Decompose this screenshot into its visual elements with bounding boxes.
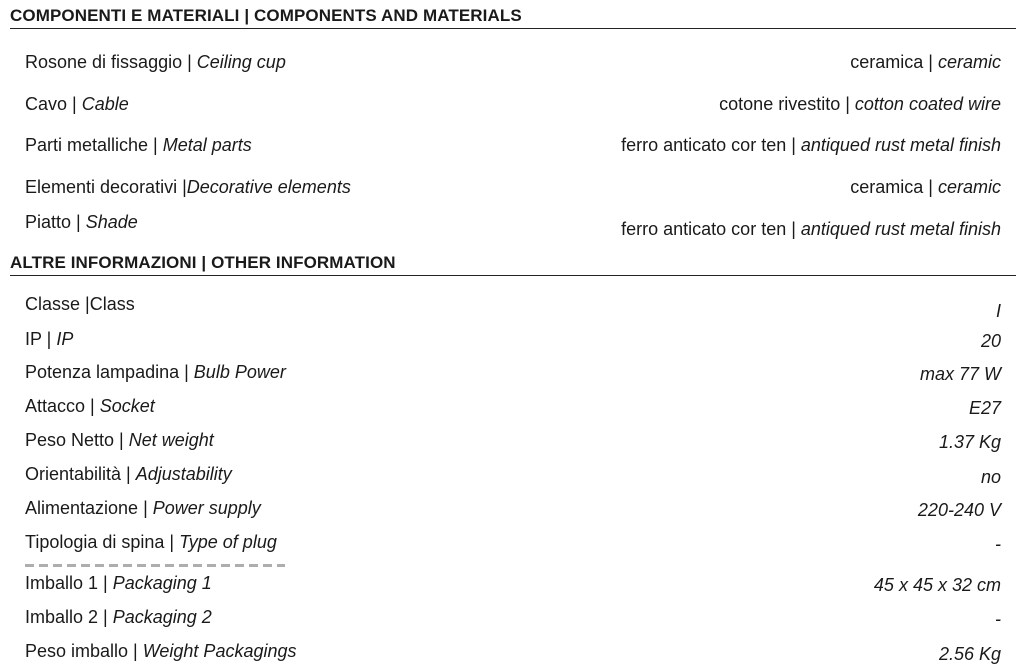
info-row-power-supply xyxy=(25,495,1001,521)
row-label xyxy=(25,604,212,630)
row-label xyxy=(25,132,252,158)
label-it: Peso imballo | xyxy=(25,641,143,661)
value-it: ceramica | xyxy=(850,52,938,72)
row-value: 45 x 45 x 32 cm xyxy=(873,575,1001,595)
label-it: Potenza lampadina | xyxy=(25,362,194,382)
row-label xyxy=(25,427,214,453)
label-it: Imballo 2 | xyxy=(25,607,113,627)
label-en: Decorative elements xyxy=(186,177,351,197)
row-value: - xyxy=(995,609,1001,629)
label-en: IP xyxy=(56,329,74,349)
label-it: Attacco | xyxy=(25,396,100,416)
info-row-packaging-1 xyxy=(25,570,1001,596)
row-value: 20 xyxy=(980,331,1001,351)
component-row-shade xyxy=(25,209,1001,249)
component-row-ceiling-cup xyxy=(25,49,1001,75)
label-it: Piatto | xyxy=(25,212,86,232)
row-value: no xyxy=(980,467,1001,487)
value-en: cotton coated wire xyxy=(854,94,1001,114)
label-it: Peso Netto | xyxy=(25,430,129,450)
value-en: ceramic xyxy=(937,177,1001,197)
label-it: Rosone di fissaggio | xyxy=(25,52,197,72)
component-row-cable xyxy=(25,91,1001,117)
info-row-class xyxy=(25,291,1001,321)
row-value: 2.56 Kg xyxy=(938,644,1001,664)
label-en: Net weight xyxy=(128,430,214,450)
value-it: ferro anticato cor ten | xyxy=(621,219,801,239)
info-row-bulb-power xyxy=(25,359,1001,385)
label-en: Adjustability xyxy=(135,464,232,484)
row-label xyxy=(25,461,232,487)
label-it: Imballo 1 | xyxy=(25,573,113,593)
label-en: Packaging 2 xyxy=(112,607,212,627)
label-it: IP | xyxy=(25,329,57,349)
info-row-plug-type xyxy=(25,529,1001,555)
row-value: 220-240 V xyxy=(917,500,1001,520)
clipped-text-fragment xyxy=(25,562,285,568)
row-value: E27 xyxy=(968,398,1001,418)
value-it: ceramica | xyxy=(850,177,938,197)
value-it: ferro anticato cor ten | xyxy=(621,135,801,155)
row-value: I xyxy=(995,301,1001,321)
row-label xyxy=(25,638,297,664)
label-en: Power supply xyxy=(152,498,261,518)
value-en: antiqued rust metal finish xyxy=(800,135,1001,155)
label-it: Orientabilità | xyxy=(25,464,136,484)
component-row-decorative-elements xyxy=(25,174,1001,200)
row-label xyxy=(25,291,135,317)
other-info-section-title: ALTRE INFORMAZIONI | OTHER INFORMATION xyxy=(10,253,1016,276)
label-en: Type of plug xyxy=(179,532,277,552)
label-it: Parti metalliche | xyxy=(25,135,163,155)
row-value xyxy=(621,216,1001,242)
info-row-adjustability xyxy=(25,461,1001,487)
info-row-net-weight xyxy=(25,427,1001,453)
row-value xyxy=(719,91,1001,117)
row-label xyxy=(25,393,155,419)
row-label xyxy=(25,529,277,555)
label-en: Ceiling cup xyxy=(196,52,286,72)
row-value: max 77 W xyxy=(919,364,1001,384)
label-it: Cavo | xyxy=(25,94,82,114)
row-label xyxy=(25,91,129,117)
row-label xyxy=(25,209,138,235)
info-row-packaging-weight xyxy=(25,638,1001,664)
label-en: Weight Packagings xyxy=(142,641,297,661)
info-row-socket xyxy=(25,393,1001,419)
value-en: ceramic xyxy=(937,52,1001,72)
label-en: Packaging 1 xyxy=(112,573,212,593)
label-en: Socket xyxy=(99,396,155,416)
label-en: Cable xyxy=(81,94,129,114)
label-it: Tipologia di spina | xyxy=(25,532,180,552)
info-row-ip xyxy=(25,326,1001,352)
info-row-packaging-2 xyxy=(25,604,1001,630)
row-label xyxy=(25,49,286,75)
label-it: Alimentazione | xyxy=(25,498,153,518)
row-value xyxy=(850,49,1001,75)
components-section-title: COMPONENTI E MATERIALI | COMPONENTS AND MATERIALS xyxy=(10,6,1016,29)
label-it: Classe |Class xyxy=(25,294,135,314)
row-value xyxy=(850,174,1001,200)
label-en: Bulb Power xyxy=(193,362,286,382)
row-label xyxy=(25,326,73,352)
row-label xyxy=(25,359,286,385)
value-en: antiqued rust metal finish xyxy=(800,219,1001,239)
label-en: Shade xyxy=(85,212,138,232)
label-en: Metal parts xyxy=(162,135,252,155)
row-label xyxy=(25,174,351,200)
row-value: 1.37 Kg xyxy=(938,432,1001,452)
row-label xyxy=(25,570,212,596)
component-row-metal-parts xyxy=(25,132,1001,158)
value-it: cotone rivestito | xyxy=(719,94,855,114)
row-label xyxy=(25,495,261,521)
row-value xyxy=(621,132,1001,158)
label-it: Elementi decorativi | xyxy=(25,177,187,197)
row-value: - xyxy=(995,534,1001,554)
